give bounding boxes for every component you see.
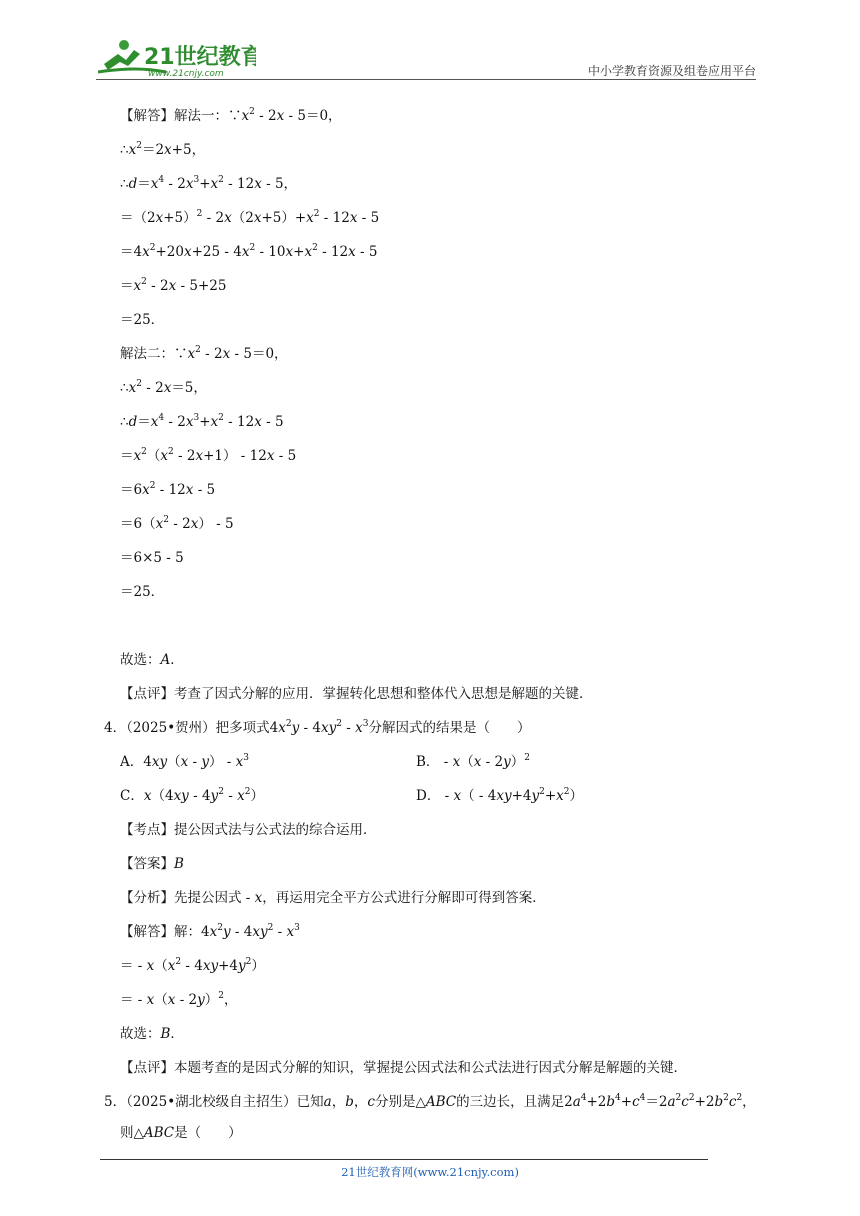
q4-kaodian: 【考点】提公因式法与公式法的综合运用．	[120, 822, 377, 838]
runner-logo-icon	[96, 36, 256, 78]
q4-comment: 【点评】本题考查的是因式分解的知识，掌握提公因式法和公式法进行因式分解是解题的关键．	[120, 1060, 687, 1076]
q4-option-c[interactable]: C．$x(4xy - 4y^2 - x^2)$	[120, 787, 264, 804]
q3-step: $=(2x+5)^2 - 2x(2x+5)+x^2 - 12x - 5$	[120, 209, 380, 226]
q3-step: ＝6×5 - 5	[120, 550, 184, 566]
q4-answer: 【答案】B	[120, 856, 184, 872]
footer-link[interactable]: 21世纪教育网(www.21cnjy.com)	[341, 1165, 519, 1179]
q3-method2: 解法二：$\because x^2 - 2x - 5=0$，	[120, 345, 288, 362]
q4-option-a[interactable]: A．$4xy(x - y) - x^3$	[120, 753, 250, 770]
q4-step: ＝ - $x(x^2 - 4xy+4y^2)$	[120, 957, 265, 974]
q4-option-b[interactable]: B． - x（x - 2y）$^2$	[416, 753, 530, 770]
q3-step: $=x^2 - 2x - 5+25$	[120, 277, 227, 294]
q4-choose: 故选：B．	[120, 1026, 184, 1042]
q4-analysis: 【分析】先提公因式 - x，再运用完全平方公式进行分解即可得到答案．	[120, 890, 546, 906]
q4-stem: 4．（2025•贺州）把多项式$4x^2y - 4xy^2 - x^3$分解因式的结果是（ ）	[104, 719, 531, 736]
q3-step: $\therefore d=x^4 - 2x^3+x^2 - 12x - 5$	[120, 413, 284, 430]
svg-text:21世纪教育: 21世纪教育	[144, 45, 256, 70]
q3-step: $=6(x^2 - 2x) - 5$	[120, 515, 234, 532]
footer-divider	[100, 1159, 708, 1160]
q3-comment: 【点评】考查了因式分解的应用．掌握转化思想和整体代入思想是解题的关键．	[120, 686, 593, 702]
q5-stem-cont: 则△ABC是（ ）	[120, 1125, 242, 1141]
q5-stem: 5．（2025•湖北校级自主招生）已知a，b，c分别是△ABC的三边长，且满足$2a^4+2b^4+c^4=2a^2c^2+2b^2c^2$，	[104, 1093, 756, 1110]
svg-text:www.21cnjy.com: www.21cnjy.com	[148, 69, 224, 78]
q4-option-d[interactable]: D． - $x( - 4xy+4y^2+x^2)$	[416, 787, 584, 804]
q3-step: ＝25．	[120, 584, 165, 600]
q3-step: $\therefore d=x^4 - 2x^3+x^2 - 12x - 5$，	[120, 175, 298, 192]
header-divider	[96, 79, 756, 80]
q3-choose: 故选：A．	[120, 652, 184, 668]
site-logo	[96, 36, 256, 78]
site-name: 中小学教育资源及组卷应用平台	[587, 64, 756, 78]
q3-step: $=6x^2 - 12x - 5$	[120, 481, 216, 498]
q3-step: $\therefore x^2=2x+5$，	[120, 141, 206, 158]
q3-solution-start: 【解答】解法一：$\because x^2 - 2x - 5=0$，	[120, 107, 342, 124]
q4-solution: 【解答】解：$4x^2y - 4xy^2 - x^3$	[120, 923, 300, 940]
q3-step: ＝25．	[120, 312, 165, 328]
q3-step: $\therefore x^2 - 2x=5$，	[120, 379, 207, 396]
q3-step: $=x^2(x^2 - 2x+1) - 12x - 5$	[120, 447, 297, 464]
q4-step: ＝ - x（x - 2y）$^2$，	[120, 991, 238, 1008]
q3-step: $=4x^2+20x+25 - 4x^2 - 10x+x^2 - 12x - 5$	[120, 243, 378, 260]
